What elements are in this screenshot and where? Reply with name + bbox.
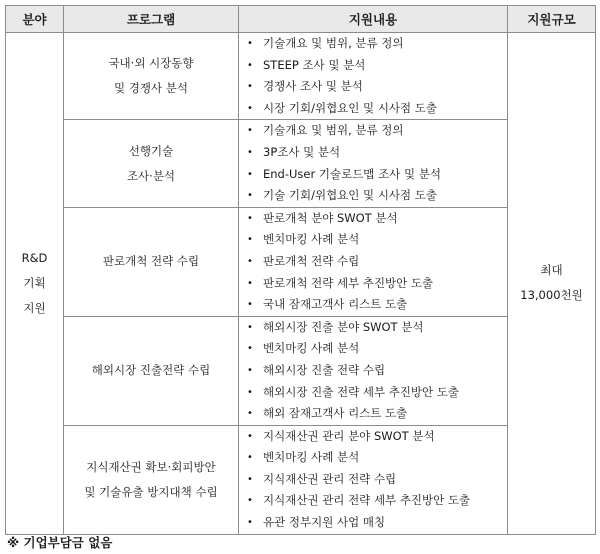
- bullet-icon: •: [247, 212, 253, 224]
- list-item-text: 기술개요 및 범위, 분류 정의: [263, 36, 404, 50]
- program-content-cell: [239, 316, 508, 425]
- list-item-text: 기술개요 및 범위, 분류 정의: [263, 123, 404, 138]
- list-item: [239, 469, 507, 491]
- bullet-icon: •: [247, 299, 253, 311]
- table-row: [6, 120, 596, 207]
- bullet-icon: •: [247, 452, 253, 464]
- table-row: [6, 425, 596, 534]
- bullet-icon: •: [247, 495, 253, 507]
- list-item: [239, 120, 507, 142]
- bullet-icon: •: [247, 277, 253, 289]
- table-row: [6, 316, 596, 425]
- bullet-icon: •: [247, 190, 253, 202]
- list-item: [239, 403, 507, 425]
- content-list: [239, 317, 507, 425]
- program-name-line: 국내·외 시장동향: [108, 56, 194, 71]
- program-name-cell: [64, 120, 239, 207]
- list-item-text: STEEP 조사 및 분석: [263, 57, 366, 72]
- list-item-text: 벤치마킹 사례 분석: [263, 450, 360, 465]
- bullet-icon: •: [247, 430, 253, 442]
- list-item-text: 벤치마킹 사례 분석: [263, 232, 360, 247]
- list-item: [239, 294, 507, 316]
- bullet-icon: •: [247, 473, 253, 485]
- content-list: [239, 426, 507, 534]
- list-item: [239, 33, 507, 55]
- list-item-text: 지식재산권 관리 분야 SWOT 분석: [263, 428, 435, 443]
- scale-value-line: 최대: [540, 263, 563, 278]
- content-list: [239, 208, 507, 316]
- list-item-text: 벤치마킹 사례 분석: [263, 341, 360, 356]
- content-list: [239, 33, 507, 119]
- list-item: [239, 426, 507, 448]
- list-item-text: End-User 기술로드맵 조사 및 분석: [263, 166, 441, 181]
- header-content: 지원내용: [239, 6, 508, 33]
- program-name-line: 조사·분석: [126, 168, 176, 183]
- list-item-text: 기술 기회/위협요인 및 시사점 도출: [263, 188, 438, 203]
- list-item-text: 지식재산권 관리 전략 세부 추진방안 도출: [263, 493, 471, 508]
- list-item-text: 시장 기회/위협요인 및 시사점 도출: [263, 100, 438, 115]
- list-item: [239, 208, 507, 230]
- list-item-text: 국내 잠재고객사 리스트 도출: [263, 297, 408, 312]
- list-item: [239, 164, 507, 186]
- table-row: [6, 207, 596, 316]
- bullet-icon: •: [247, 408, 253, 420]
- list-item: [239, 185, 507, 207]
- list-item: [239, 360, 507, 382]
- field-label-line: R&D: [21, 250, 48, 265]
- field-cell: [6, 33, 64, 535]
- list-item-text: 해외시장 진출 전략 수립: [263, 362, 386, 377]
- field-label-line: 기획: [23, 275, 46, 290]
- bullet-icon: •: [247, 168, 253, 180]
- bullet-icon: •: [247, 38, 253, 49]
- program-name-line: 지식재산권 확보·회피방안: [86, 459, 216, 474]
- program-name-line: 해외시장 진출전략 수립: [91, 363, 211, 378]
- bullet-icon: •: [247, 81, 253, 93]
- bullet-icon: •: [247, 343, 253, 355]
- header-field: 분야: [6, 6, 64, 33]
- table-row: [6, 33, 596, 120]
- header-scale: 지원규모: [508, 6, 596, 33]
- footnote: ※ 기업부담금 없음: [7, 535, 113, 550]
- list-item: [239, 512, 507, 534]
- list-item-text: 해외시장 진출 분야 SWOT 분석: [263, 319, 424, 334]
- list-item-text: 경쟁사 조사 및 분석: [263, 79, 363, 94]
- list-item-text: 판로개척 전략 세부 추진방안 도출: [263, 275, 434, 290]
- program-content-cell: [239, 425, 508, 534]
- content-list: [239, 120, 507, 206]
- list-item: [239, 142, 507, 164]
- list-item-text: 해외시장 진출 전략 세부 추진방안 도출: [263, 384, 460, 399]
- list-item: [239, 229, 507, 251]
- program-name-cell: [64, 425, 239, 534]
- list-item-text: 해외 잠재고객사 리스트 도출: [263, 406, 408, 421]
- program-name-cell: [64, 316, 239, 425]
- bullet-icon: •: [247, 234, 253, 246]
- list-item-text: 지식재산권 관리 전략 수립: [263, 471, 397, 486]
- bullet-icon: •: [247, 59, 253, 71]
- bullet-icon: •: [247, 146, 253, 158]
- program-content-cell: [239, 207, 508, 316]
- list-item-text: 판로개척 전략 수립: [263, 253, 360, 268]
- bullet-icon: •: [247, 517, 253, 529]
- field-label-line: 지원: [23, 300, 46, 315]
- program-name-cell: [64, 33, 239, 120]
- bullet-icon: •: [247, 125, 253, 137]
- list-item: [239, 55, 507, 77]
- bullet-icon: •: [247, 386, 253, 398]
- support-program-table: [5, 5, 596, 535]
- list-item: [239, 490, 507, 512]
- list-item: [239, 98, 507, 120]
- program-name-line: 선행기술: [128, 143, 174, 158]
- scale-cell: [508, 33, 596, 535]
- bullet-icon: •: [247, 364, 253, 376]
- list-item: [239, 76, 507, 98]
- program-name-line: 및 기술유출 방지대책 수립: [84, 484, 218, 499]
- program-content-cell: [239, 33, 508, 120]
- list-item-text: 유관 정부지원 사업 매칭: [263, 515, 386, 530]
- list-item: [239, 382, 507, 404]
- bullet-icon: •: [247, 102, 253, 114]
- list-item: [239, 273, 507, 295]
- program-name-line: 판로개척 전략 수립: [102, 254, 200, 269]
- list-item: [239, 447, 507, 469]
- scale-value-line: 13,000천원: [520, 288, 583, 303]
- program-content-cell: [239, 120, 508, 207]
- list-item-text: 3P조사 및 분석: [263, 144, 341, 159]
- bullet-icon: •: [247, 321, 253, 333]
- list-item: [239, 338, 507, 360]
- list-item: [239, 317, 507, 339]
- list-item-text: 판로개척 분야 SWOT 분석: [263, 210, 398, 225]
- bullet-icon: •: [247, 255, 253, 267]
- list-item: [239, 251, 507, 273]
- program-name-cell: [64, 207, 239, 316]
- header-program: 프로그램: [64, 6, 239, 33]
- program-name-line: 및 경쟁사 분석: [114, 81, 188, 96]
- table-header-row: [6, 6, 596, 33]
